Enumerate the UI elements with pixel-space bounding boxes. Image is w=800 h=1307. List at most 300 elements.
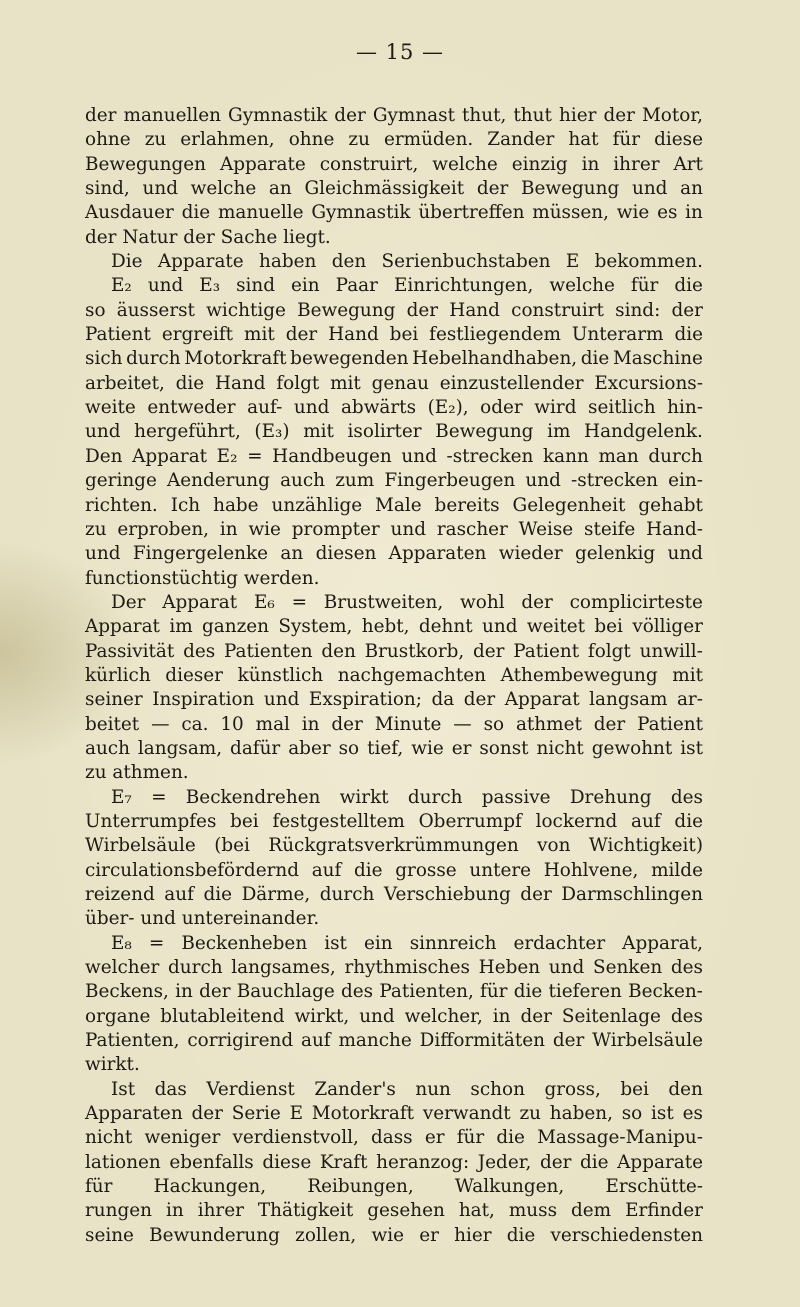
word: die: [580, 348, 610, 370]
word: die: [580, 1151, 609, 1173]
word: festliegendem: [429, 324, 561, 346]
word: hat,: [458, 1200, 495, 1222]
word: Paar: [335, 275, 378, 297]
word: unzählige: [271, 494, 363, 516]
word: wirkt: [339, 786, 389, 808]
word: Erfinder: [625, 1200, 703, 1222]
word: Hackungen,: [153, 1176, 267, 1198]
text-line: [85, 810, 703, 834]
word: sinnreich: [409, 932, 497, 954]
word: Zander: [487, 129, 555, 151]
word: ist: [651, 1103, 674, 1125]
word: und: [359, 1005, 395, 1027]
text-line: [85, 177, 703, 201]
word: der: [473, 640, 505, 662]
text-line: [85, 494, 703, 518]
word: Verschiebung: [383, 884, 511, 905]
text-line: [85, 420, 703, 444]
word: ganzen: [202, 616, 270, 638]
word: der: [199, 981, 231, 1003]
word: Aenderung: [167, 470, 270, 492]
word: verdienstvoll,: [232, 1127, 359, 1149]
word: Jeder,: [477, 1151, 532, 1173]
word: Einrichtungen,: [393, 275, 534, 297]
word: —: [151, 713, 170, 735]
word: Handbeugen: [272, 445, 392, 467]
word: Fingerbeugen: [384, 470, 516, 492]
word: steife: [584, 518, 636, 540]
word: Ich: [170, 494, 201, 516]
word: in: [301, 713, 320, 735]
word: in: [219, 518, 238, 540]
word: Hand: [214, 372, 266, 394]
word: Maschine: [612, 348, 703, 370]
word: Senken: [592, 957, 663, 979]
text-line: [85, 1005, 703, 1029]
word: durch: [319, 884, 375, 905]
word: =: [291, 591, 307, 613]
word: nicht: [536, 737, 584, 759]
word: und: [401, 445, 437, 467]
word: langsam,: [137, 737, 223, 759]
word: Oberrumpf: [418, 810, 522, 832]
text-line: [85, 1151, 703, 1175]
word: Motorkraft: [184, 348, 287, 370]
word: Wirbelsäule: [592, 1030, 703, 1052]
word: der: [520, 884, 552, 905]
word: arbeitet,: [85, 372, 165, 394]
word: Wichtigkeit): [588, 835, 703, 857]
word: Inspiration: [152, 689, 255, 711]
word: künstlich: [237, 664, 324, 686]
word: manche: [338, 1030, 412, 1052]
word: die: [354, 859, 383, 881]
word: 10: [220, 713, 244, 735]
word: Becken-: [628, 981, 703, 1003]
word: dem: [571, 1200, 612, 1222]
word: Walkungen,: [454, 1176, 565, 1198]
text-line: [85, 396, 703, 420]
word: entweder: [147, 397, 236, 419]
word: untereinander.: [181, 908, 320, 930]
word: durch: [407, 786, 463, 808]
word: gross,: [544, 1078, 601, 1100]
word: diese: [654, 129, 703, 151]
word: tief,: [367, 737, 404, 759]
word: ermüden.: [383, 129, 474, 151]
word: hin-: [667, 397, 703, 419]
word: kann: [543, 445, 589, 467]
word: zu: [144, 129, 167, 151]
word: verwandt: [422, 1103, 511, 1125]
word: äusserst: [116, 299, 195, 321]
word: circulationsbefördernd: [85, 859, 299, 881]
word: wird: [534, 397, 577, 419]
word: bei: [620, 1078, 649, 1100]
word: beitet: [85, 713, 140, 735]
word: zu: [85, 762, 107, 784]
word: thut,: [462, 105, 507, 126]
word: (E₃): [254, 421, 290, 443]
word: nun: [415, 1078, 451, 1100]
word: verschiedensten: [550, 1224, 703, 1246]
word: manuellen: [123, 105, 221, 126]
word: auf: [311, 859, 342, 881]
word: er: [419, 1224, 439, 1246]
word: Apparate: [617, 1151, 703, 1173]
word: Unterrumpfes: [85, 810, 217, 832]
word: Passivität: [85, 640, 175, 662]
word: seiner: [85, 689, 143, 711]
word: in: [685, 202, 703, 224]
word: Handgelenk.: [584, 421, 703, 443]
word: Rückgratsverkrümmungen: [268, 835, 519, 857]
word: hier: [558, 105, 597, 126]
word: erproben,: [117, 518, 210, 540]
text-line: [85, 226, 703, 250]
word: liegt.: [283, 226, 331, 248]
word: und: [293, 397, 330, 419]
word: oder: [480, 397, 523, 419]
word: Den: [85, 445, 123, 467]
word: geringe: [85, 470, 157, 492]
word: festgestelltem: [272, 810, 405, 832]
word: bewegenden: [290, 348, 409, 370]
word: wohl: [460, 591, 505, 613]
word: ergreift: [161, 324, 234, 346]
word: wie: [616, 202, 650, 224]
word: Unterarm: [571, 324, 664, 346]
word: er: [451, 737, 472, 759]
word: und: [482, 616, 518, 638]
word: E₃: [199, 275, 221, 297]
word: mit: [303, 421, 334, 443]
word: die: [674, 810, 703, 832]
word: Apparat: [162, 591, 238, 613]
word: Natur: [122, 226, 178, 248]
word: Der: [111, 591, 146, 613]
word: Drehung: [569, 786, 652, 808]
word: Die: [111, 251, 143, 273]
word: einzustellender: [439, 372, 584, 394]
word: die: [506, 1224, 536, 1246]
word: E₆: [253, 591, 275, 613]
text-line: [85, 786, 703, 810]
word: dafür: [230, 737, 281, 759]
word: auch: [280, 470, 326, 492]
word: bereits: [434, 494, 500, 516]
word: Därme,: [241, 884, 311, 905]
word: (E₂),: [427, 397, 469, 419]
text-line: [85, 469, 703, 493]
text-line: [85, 664, 703, 688]
word: weitet: [526, 616, 586, 638]
text-line: [85, 201, 703, 225]
word: hebt,: [361, 616, 410, 638]
word: nachgemachten: [337, 664, 487, 686]
word: Difformitäten: [419, 1030, 545, 1052]
word: den: [331, 251, 367, 273]
word: Hohlvene,: [543, 859, 639, 881]
word: ohne: [85, 129, 131, 151]
word: übertreffen: [418, 202, 525, 224]
word: der: [539, 1151, 572, 1173]
word: der: [191, 1103, 223, 1125]
word: weniger: [144, 1127, 221, 1149]
word: construirt: [511, 299, 604, 321]
word: =: [247, 445, 263, 467]
word: prompter: [291, 518, 380, 540]
word: untere: [469, 859, 532, 881]
word: so: [338, 737, 360, 759]
word: die: [674, 324, 703, 346]
word: weite: [85, 397, 136, 419]
word: kürlich: [85, 664, 151, 686]
word: man: [598, 445, 639, 467]
word: grosse: [395, 859, 457, 881]
word: seine: [85, 1224, 134, 1246]
word: müssen,: [532, 202, 609, 224]
word: seitlich: [588, 397, 656, 419]
word: der: [183, 226, 215, 248]
text-line: [85, 567, 703, 591]
body-text: [85, 104, 703, 1248]
word: und: [142, 178, 178, 200]
word: Brustkorb,: [364, 640, 465, 662]
text-line: [85, 591, 703, 615]
word: die: [181, 202, 211, 224]
word: Seitenlage: [561, 1005, 661, 1027]
word: und: [548, 957, 585, 979]
word: bei: [594, 616, 623, 638]
word: Beckens,: [85, 981, 169, 1003]
word: die: [203, 884, 233, 905]
word: Athembewegung: [500, 664, 658, 686]
word: wie: [411, 737, 444, 759]
text-line: [85, 1053, 703, 1077]
word: welche: [549, 275, 615, 297]
word: ihrer: [613, 153, 660, 175]
text-line: [85, 1078, 703, 1102]
word: Beckenheben: [181, 932, 308, 954]
word: zum: [335, 470, 375, 492]
word: -strecken: [446, 445, 534, 467]
word: im: [169, 616, 193, 638]
word: welcher: [85, 957, 160, 979]
text-line: [85, 980, 703, 1004]
word: der: [476, 178, 509, 200]
word: die: [496, 1127, 525, 1149]
word: mal: [255, 713, 290, 735]
word: ebenfalls: [169, 1151, 254, 1173]
word: durch: [168, 957, 223, 979]
word: Apparate: [219, 153, 306, 175]
word: Gymnastik: [228, 105, 328, 126]
word: aber: [288, 737, 331, 759]
word: milde: [651, 859, 703, 881]
word: der: [85, 226, 117, 248]
word: in: [165, 1200, 184, 1222]
word: Apparat: [504, 689, 580, 711]
word: E: [565, 251, 580, 273]
word: für: [456, 1127, 485, 1149]
word: Apparat,: [622, 932, 703, 954]
word: mit: [672, 664, 703, 686]
word: —: [453, 713, 472, 735]
word: der: [552, 1030, 585, 1052]
text-line: [85, 250, 703, 274]
word: so: [621, 1103, 643, 1125]
word: auf: [164, 884, 194, 905]
word: auf: [301, 1030, 331, 1052]
word: heranzog:: [376, 1151, 470, 1173]
word: mit: [330, 372, 361, 394]
word: Patient: [637, 713, 703, 735]
text-line: [85, 1175, 703, 1199]
word: Apparaten: [388, 543, 487, 565]
word: des: [340, 981, 374, 1003]
word: Sache: [220, 226, 278, 248]
word: corrigirend: [187, 1030, 294, 1052]
word: welcher,: [404, 1005, 483, 1027]
word: auf: [631, 810, 661, 832]
word: hat: [568, 129, 599, 151]
word: reizend: [85, 884, 155, 905]
word: der: [406, 299, 439, 321]
word: und: [390, 518, 426, 540]
word: durch: [126, 348, 181, 370]
word: es: [682, 1103, 703, 1125]
word: zu: [519, 1103, 541, 1125]
word: dieser: [165, 664, 223, 686]
word: des: [670, 957, 703, 979]
word: haben,: [549, 1103, 613, 1125]
word: sonst: [479, 737, 529, 759]
word: complicirteste: [569, 591, 703, 613]
word: er: [424, 1127, 445, 1149]
word: gewohnt: [591, 737, 673, 759]
word: wirkt,: [294, 1005, 350, 1027]
word: functionstüchtig: [85, 567, 238, 589]
word: werden.: [243, 567, 320, 589]
word: da: [431, 689, 455, 711]
word: ca.: [181, 713, 209, 735]
word: ein-: [668, 470, 703, 492]
word: ist: [324, 932, 347, 954]
word: Verdienst: [206, 1078, 295, 1100]
word: dass: [371, 1127, 413, 1149]
word: die: [175, 372, 205, 394]
word: Ausdauer: [85, 202, 174, 224]
word: Hand: [449, 299, 500, 321]
word: es: [657, 202, 678, 224]
text-line: [85, 859, 703, 883]
word: bei: [230, 810, 259, 832]
word: des: [183, 640, 216, 662]
text-line: [85, 834, 703, 858]
word: E₂: [111, 275, 132, 297]
word: der: [331, 713, 363, 735]
word: Reibungen,: [307, 1176, 414, 1198]
word: langsames,: [231, 957, 336, 979]
word: mit: [244, 324, 275, 346]
word: athmen.: [112, 762, 189, 784]
word: Gymnast: [372, 105, 455, 126]
word: Gleichmässigkeit: [304, 178, 465, 200]
text-line: [85, 347, 703, 371]
text-line: [85, 153, 703, 177]
word: erdachter: [513, 932, 606, 954]
word: an: [680, 178, 703, 200]
word: welche: [432, 153, 498, 175]
text-line: [85, 104, 703, 128]
word: wichtige: [206, 299, 286, 321]
word: der: [671, 299, 703, 321]
word: erlahmen,: [180, 129, 275, 151]
word: der: [85, 105, 117, 126]
text-line: [85, 542, 703, 566]
word: zu: [348, 129, 370, 151]
word: lationen: [85, 1151, 161, 1173]
word: habe: [213, 494, 259, 516]
word: gesehen: [367, 1200, 445, 1222]
word: Male: [375, 494, 422, 516]
word: Apparat: [85, 616, 160, 638]
word: sind:: [615, 299, 661, 321]
word: den: [668, 1078, 703, 1100]
word: Ist: [111, 1078, 136, 1100]
text-line: [85, 761, 703, 785]
text-line: [85, 956, 703, 980]
text-line: [85, 713, 703, 737]
word: Apparaten: [85, 1103, 183, 1125]
word: wie: [248, 518, 281, 540]
text-line: [85, 1199, 703, 1223]
word: in: [492, 1005, 511, 1027]
word: der: [603, 105, 635, 126]
word: in: [175, 981, 193, 1003]
word: Apparat: [132, 445, 208, 467]
word: wirkt.: [85, 1054, 140, 1076]
text-line: [85, 883, 703, 907]
word: das: [154, 1078, 187, 1100]
word: für: [630, 275, 659, 297]
word: Art: [673, 153, 703, 175]
word: E₂: [216, 445, 238, 467]
word: zollen,: [295, 1224, 357, 1246]
word: für: [480, 981, 508, 1003]
text-line: [85, 274, 703, 298]
word: athmet: [515, 713, 582, 735]
word: der: [593, 713, 626, 735]
word: Motor,: [641, 105, 703, 126]
word: und: [85, 543, 121, 565]
word: ein: [364, 932, 393, 954]
word: an: [268, 178, 292, 200]
word: genau: [371, 372, 429, 394]
word: Bewunderung: [149, 1224, 280, 1246]
word: isolirter: [347, 421, 422, 443]
word: Bewegungen: [85, 153, 206, 175]
word: Minute: [374, 713, 442, 735]
word: organe: [85, 1005, 151, 1027]
word: schon: [470, 1078, 525, 1100]
word: Beckendrehen: [185, 786, 321, 808]
word: Motorkraft: [311, 1103, 415, 1125]
text-line: [85, 737, 703, 761]
word: auf-: [247, 397, 283, 419]
word: Hand-: [646, 518, 703, 540]
